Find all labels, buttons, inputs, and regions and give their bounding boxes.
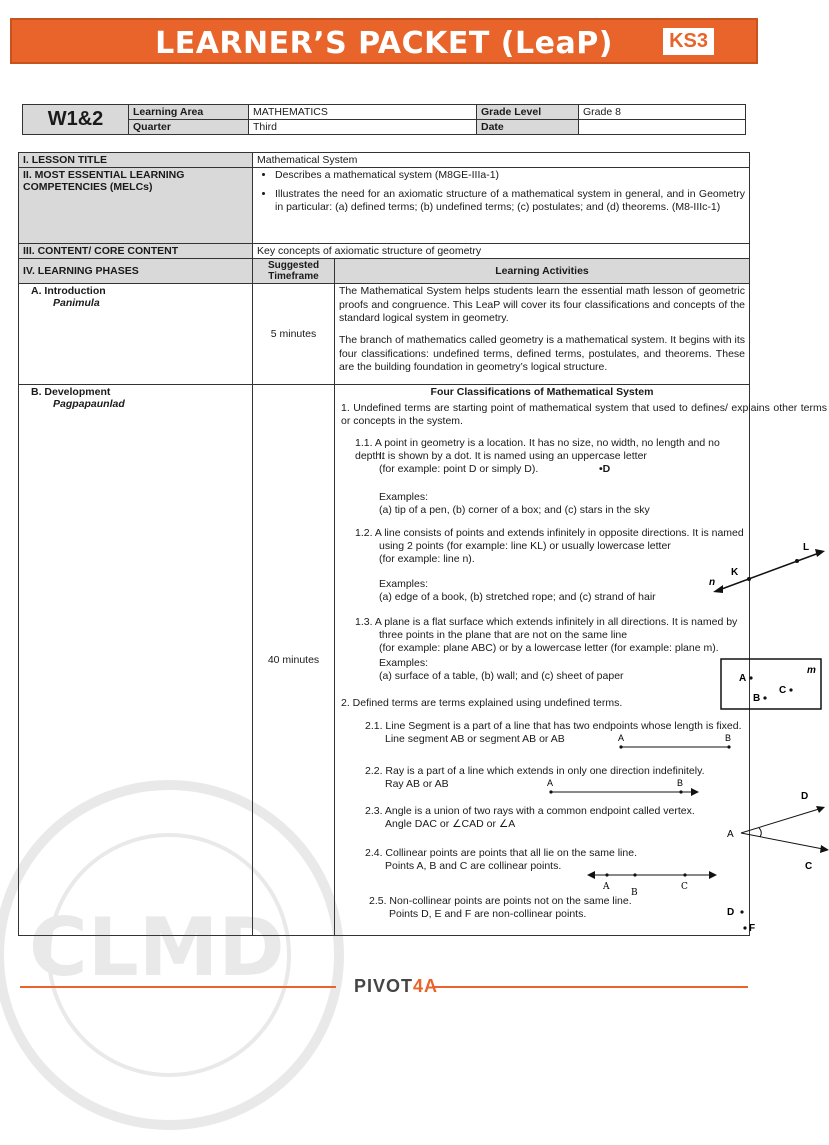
- dev-label: B. Development: [31, 385, 111, 398]
- plane-m-figure: [721, 659, 821, 709]
- line-def-3: (for example: line n).: [379, 552, 475, 565]
- angle-dac-figure: [727, 791, 829, 872]
- collinear-example: Points A, B and C are collinear points.: [385, 859, 562, 872]
- intro-label: A. Introduction: [31, 285, 106, 297]
- melc-list: [257, 169, 745, 214]
- angle-label-a: A: [727, 828, 734, 840]
- angle-notation: Angle DAC or ∠CAD or ∠A: [385, 817, 516, 830]
- plane-label-m: m: [807, 664, 816, 676]
- line-examples-label: Examples:: [379, 577, 429, 590]
- melc-item: • Illustrates the need for an axiomatic structure of a mathematical system in general, and in Geometry in particular: (a) defined terms; (b) undefined terms; (c) postulates; and (d) theorems. (M8-IIIc-1): [275, 188, 745, 214]
- plane-label-b: B: [753, 692, 761, 704]
- collinear-figure: [587, 871, 717, 898]
- content-label: III. CONTENT/ CORE CONTENT: [19, 244, 253, 259]
- collinear-label-a: A: [603, 881, 610, 892]
- segment-ab-figure: [618, 733, 731, 749]
- point-d-figure: •D: [599, 462, 611, 475]
- angle-def: 2.3. Angle is a union of two rays with a common endpoint called vertex.: [365, 804, 695, 817]
- pivot-logo: PIVOT4A: [354, 976, 439, 996]
- learning-area-label: Learning Area: [129, 105, 249, 120]
- noncollinear-example: Points D, E and F are non-collinear points.: [389, 907, 587, 920]
- quarter-label: Quarter: [129, 120, 249, 135]
- lesson-title-label: I. LESSON TITLE: [19, 153, 253, 168]
- label-l: L: [803, 541, 810, 553]
- label-k: K: [731, 566, 739, 578]
- dev-phase-cell: [19, 384, 285, 994]
- collinear-label-b: B: [631, 887, 638, 898]
- ray-label-a: A: [547, 777, 554, 788]
- point-def-3: (for example: point D or simply D).: [379, 462, 539, 475]
- noncollinear-def: 2.5. Non-collinear points are points not on the same line.: [369, 894, 632, 907]
- phases-label: IV. LEARNING PHASES: [19, 259, 253, 284]
- learning-area-value: MATHEMATICS: [249, 105, 477, 120]
- line-examples: (a) edge of a book, (b) stretched rope; and (c) strand of hair: [379, 590, 656, 603]
- quarter-value: Third: [249, 120, 477, 135]
- angle-label-c: C: [805, 860, 813, 872]
- geometry-figures: [335, 385, 829, 935]
- intro-paragraph: The branch of mathematics called geometry is a mathematical system. It begins with its four classifications: undefined terms, defined terms, postulates, and theorems. These are the building foundation in geometry’s logical structure.: [339, 333, 745, 374]
- line-def: 1.2. A line consists of points and extends infinitely in opposite directions. It is named: [355, 526, 744, 539]
- segment-notation: Line segment AB or segment AB or AB: [385, 732, 565, 745]
- collinear-label-c: C: [681, 881, 688, 892]
- plane-examples: (a) surface of a table, (b) wall; and (c) sheet of paper: [379, 669, 624, 682]
- header-banner: [10, 18, 758, 64]
- plane-def: 1.3. A plane is a flat surface which extends infinitely in all directions. It is named by: [355, 615, 738, 628]
- point-examples-label: Examples:: [379, 490, 429, 503]
- plane-label-a: A: [739, 672, 747, 684]
- plane-label-c: C: [779, 684, 787, 696]
- activities-label: Learning Activities: [335, 259, 750, 284]
- noncollinear-label-f: F: [749, 922, 756, 934]
- grade-level-label: Grade Level: [477, 105, 579, 120]
- undefined-terms-text: 1. Undefined terms are starting point of mathematical system that used to defines/ explains other terms or concepts in the system.: [341, 401, 827, 428]
- angle-label-d: D: [801, 790, 809, 802]
- plane-examples-label: Examples:: [379, 656, 429, 669]
- dev-sub: Pagpapaunlad: [53, 397, 125, 410]
- defined-terms-text: 2. Defined terms are terms explained using undefined terms.: [341, 696, 623, 709]
- line-kl-figure: [709, 542, 825, 593]
- intro-activities: [335, 284, 750, 385]
- svg-text:CLMD: CLMD: [29, 900, 285, 994]
- melc-label: II. MOST ESSENTIAL LEARNING COMPETENCIES (MELCs): [19, 168, 253, 244]
- noncollinear-figure: [727, 907, 755, 934]
- footer-rule-left: [20, 986, 336, 988]
- ray-def: 2.2. Ray is a part of a line which extends in only one direction indefinitely.: [365, 764, 705, 777]
- point-def: 1.1. A point in geometry is a location. It has no size, no width, no length and no depth.: [355, 436, 720, 463]
- noncollinear-label-d: D: [727, 906, 735, 918]
- line-def-2: using 2 points (for example: line KL) or usually lowercase letter: [379, 539, 671, 552]
- dev-time: 40 minutes: [253, 384, 335, 935]
- point-examples: (a) tip of a pen, (b) corner of a box; and (c) stars in the sky: [379, 503, 650, 516]
- intro-paragraph: The Mathematical System helps students learn the essential math lesson of geometric proofs and congruence. This LeaP will cover its four classifications and concepts of the standard logical system in geometry.: [339, 285, 745, 325]
- plane-def-2: three points in the plane that are not on the same line: [379, 628, 628, 641]
- melc-item: • Describes a mathematical system (M8GE-IIIa-1): [275, 169, 745, 182]
- segment-label-a: A: [618, 732, 625, 743]
- footer-rule-right: [432, 986, 748, 988]
- collinear-def: 2.4. Collinear points are points that all lie on the same line.: [365, 846, 637, 859]
- grade-level-value: Grade 8: [579, 105, 746, 120]
- segment-def: 2.1. Line Segment is a part of a line that has two endpoints whose length is fixed.: [365, 719, 742, 732]
- content-value: Key concepts of axiomatic structure of geometry: [253, 244, 750, 259]
- date-label: Date: [477, 120, 579, 135]
- intro-time: 5 minutes: [253, 284, 335, 385]
- packet-title: LEARNER’S PACKET (LeaP): [155, 26, 613, 61]
- point-def-2: It is shown by a dot. It is named using an uppercase letter: [379, 449, 647, 462]
- ray-label-b: B: [677, 777, 684, 788]
- dev-content: [335, 385, 827, 935]
- date-value[interactable]: [579, 120, 746, 135]
- ray-notation: Ray AB or AB: [385, 777, 449, 790]
- segment-label-b: B: [725, 732, 732, 743]
- dev-activities: [335, 384, 827, 935]
- ray-ab-figure: [547, 778, 699, 796]
- dev-heading: Four Classifications of Mathematical System: [430, 385, 654, 398]
- header-info-table: [22, 104, 746, 135]
- melc-list-cell: [253, 168, 750, 244]
- intro-sub: Panimula: [53, 297, 100, 309]
- timeframe-label: Suggested Timeframe: [253, 259, 335, 284]
- label-n: n: [709, 576, 716, 588]
- intro-phase-cell: [19, 284, 253, 385]
- plane-def-3: (for example: plane ABC) or by a lowercase letter (for example: plane m).: [379, 641, 719, 654]
- key-stage-badge: KS3: [661, 26, 716, 57]
- lesson-title-value: Mathematical System: [253, 153, 750, 168]
- week-label: W1&2: [23, 105, 129, 135]
